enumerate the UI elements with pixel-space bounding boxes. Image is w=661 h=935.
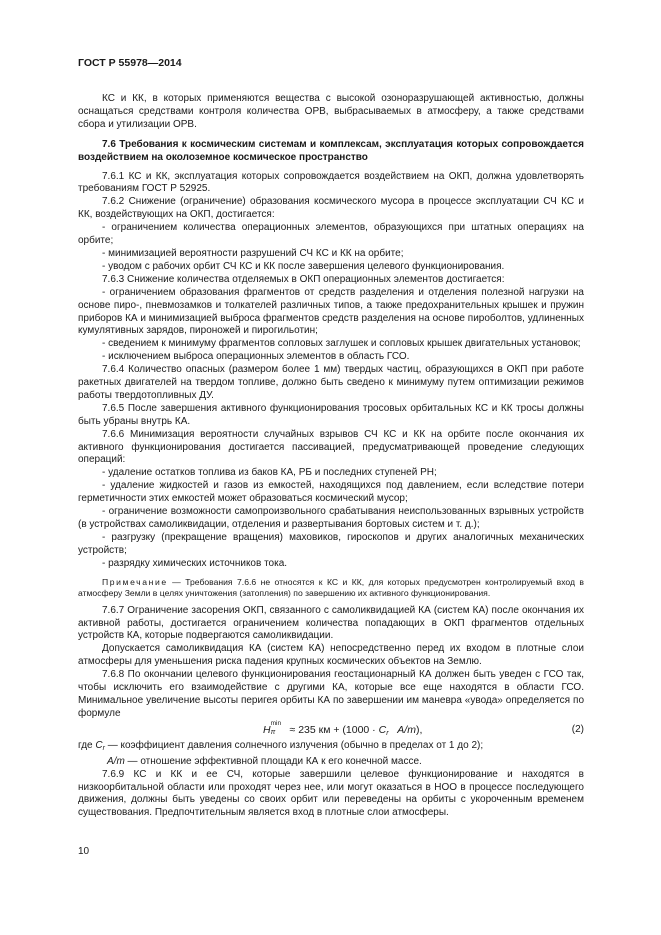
formula-expression: H min π ≈ 235 км + ($1000 \cdot C_r$ A/m), (263, 719, 423, 737)
paragraph: 7.6.6 Минимизация вероятности случайных взрывов СЧ КС и КК на орбите после окончания их активного функционирования достигается пассивацией, предусматривающей проведение следующих операций: (78, 428, 584, 466)
intro-paragraph: КС и КК, в которых применяются вещества с высокой озоноразрушающей активностью, должны оснащаться средствами контроля количества ОРВ, выбрасываемых в атмосферу, а также средствами сбора и утилизации ОРВ. (78, 93, 584, 130)
note-text: — Требования 7.6.6 не относятся к КС и КК, для которых предусмотрен контролируемый вход в атмосферу Земли в целях уничтожения (затопления) по завершению их активного функционирования. (78, 576, 584, 598)
note (78, 577, 584, 599)
paragraph: 7.6.5 После завершения активного функционирования тросовых орбитальных КС и КК тросы должны быть убраны внутрь КА. (78, 402, 584, 427)
list-item: - ограничение возможности самопроизвольного срабатывания неиспользованных взрывных устройств (в устройствах самоликвидации, отделения и развертывания бортовых систем и т. д.); (78, 506, 584, 530)
formula (78, 719, 584, 738)
list-item: - разгрузку (прекращение вращения) маховиков, гироскопов и других аналогичных механических устройств; (78, 531, 584, 556)
formula-number: (2) (571, 723, 584, 735)
list-item: - ограничением образования фрагментов от средств разделения и отделения полезной нагрузки на основе пиро-, пневмозамков и толкателей различных типов, а также предохранительных крышек и пружин приборов КА и минимизацией выброса фрагментов средств разделения на основе пироболтов, удлиненных кумулятивных зарядов, пироножей и пирогильотин; (78, 286, 584, 337)
list-item: - удаление жидкостей и газов из емкостей, находящихся под давлением, если вследствие потери герметичности этих емкостей может образоваться космический мусор; (78, 480, 584, 505)
list-item: - удаление остатков топлива из баков КА, РБ и последних ступеней РН; (102, 467, 437, 479)
paragraph: 7.6.1 КС и КК, эксплуатация которых сопровождается воздействием на ОКП, должна удовлетворять требованиям ГОСТ Р 52925. (78, 170, 584, 195)
list-item: - сведением к минимуму фрагментов сопловых заглушек и сопловых крышек двигательных установок; (102, 338, 581, 350)
list-item: - ограничением количества операционных элементов, образующихся при штатных операциях на орбите; (78, 222, 584, 247)
paragraph: 7.6.2 Снижение (ограничение) образования космического мусора в процессе эксплуатации СЧ КС и КК, воздействующих на ОКП, достигается: (78, 196, 584, 221)
paragraph: 7.6.3 Снижение количества отделяемых в ОКП операционных элементов достигается: (102, 273, 505, 285)
document-body (78, 93, 584, 820)
list-item: - исключением выброса операционных элементов в область ГСО. (102, 351, 410, 363)
list-item: - уводом с рабочих орбит СЧ КС и КК после завершения целевого функционирования. (102, 260, 505, 272)
paragraph: 7.6.9 КС и КК и ее СЧ, которые завершили целевое функционирование и находятся в низкоорбитальной области или проходят через нее, или могут оказаться в НОО в процессе последующего движения, должны быть уведены со своих орбит или переведены на орбиты с укороченным временем существования. Предпочтительным является вход в плотные слои атмосферы. (78, 768, 584, 819)
page-number: 10 (78, 846, 90, 857)
paragraph: Допускается самоликвидация КА (систем КА) непосредственно перед их входом в плотные слои атмосферы для уменьшения риска падения крупных космических объектов на Землю. (78, 643, 584, 668)
paragraph: 7.6.8 По окончании целевого функционирования геостационарный КА должен быть уведен с ГСО так, чтобы исключить его взаимодействие с другими КА, которые все еще находятся в области ГСО. Минимальное увеличение высоты перигея орбиты КА по завершении им маневра «увода» определяется по формуле (78, 669, 584, 719)
definition: A/m — отношение эффективной площади КА к его конечной массе. (107, 755, 422, 767)
note-label: Примечание (102, 576, 168, 587)
paragraph: 7.6.4 Количество опасных (размером более 1 мм) твердых частиц, образующихся в ОКП при работе ракетных двигателей на твердом топливе, должно быть сведено к минимуму путем оптимизации режимов работы твердотопливных ДУ. (78, 364, 584, 401)
list-item: - минимизацией вероятности разрушений СЧ КС и КК на орбите; (102, 247, 404, 259)
section-title: 7.6 Требования к космическим системам и комплексам, эксплуатация которых сопровождается воздействием на околоземное космическое пространство (78, 138, 584, 163)
list-item: - разрядку химических источников тока. (102, 557, 288, 569)
definition: где $C_r$ — коэффициент давления солнечного излучения (обычно в пределах от 1 до 2); (78, 739, 484, 752)
page-header: ГОСТ Р 55978—2014 (78, 57, 182, 69)
paragraph: 7.6.7 Ограничение засорения ОКП, связанного с самоликвидацией КА (систем КА) после окончания их активной работы, достигается ограничением количества попадающих в ОКП фрагментов отдельных устройств КА, которые подвергаются самоликвидации. (78, 604, 584, 642)
